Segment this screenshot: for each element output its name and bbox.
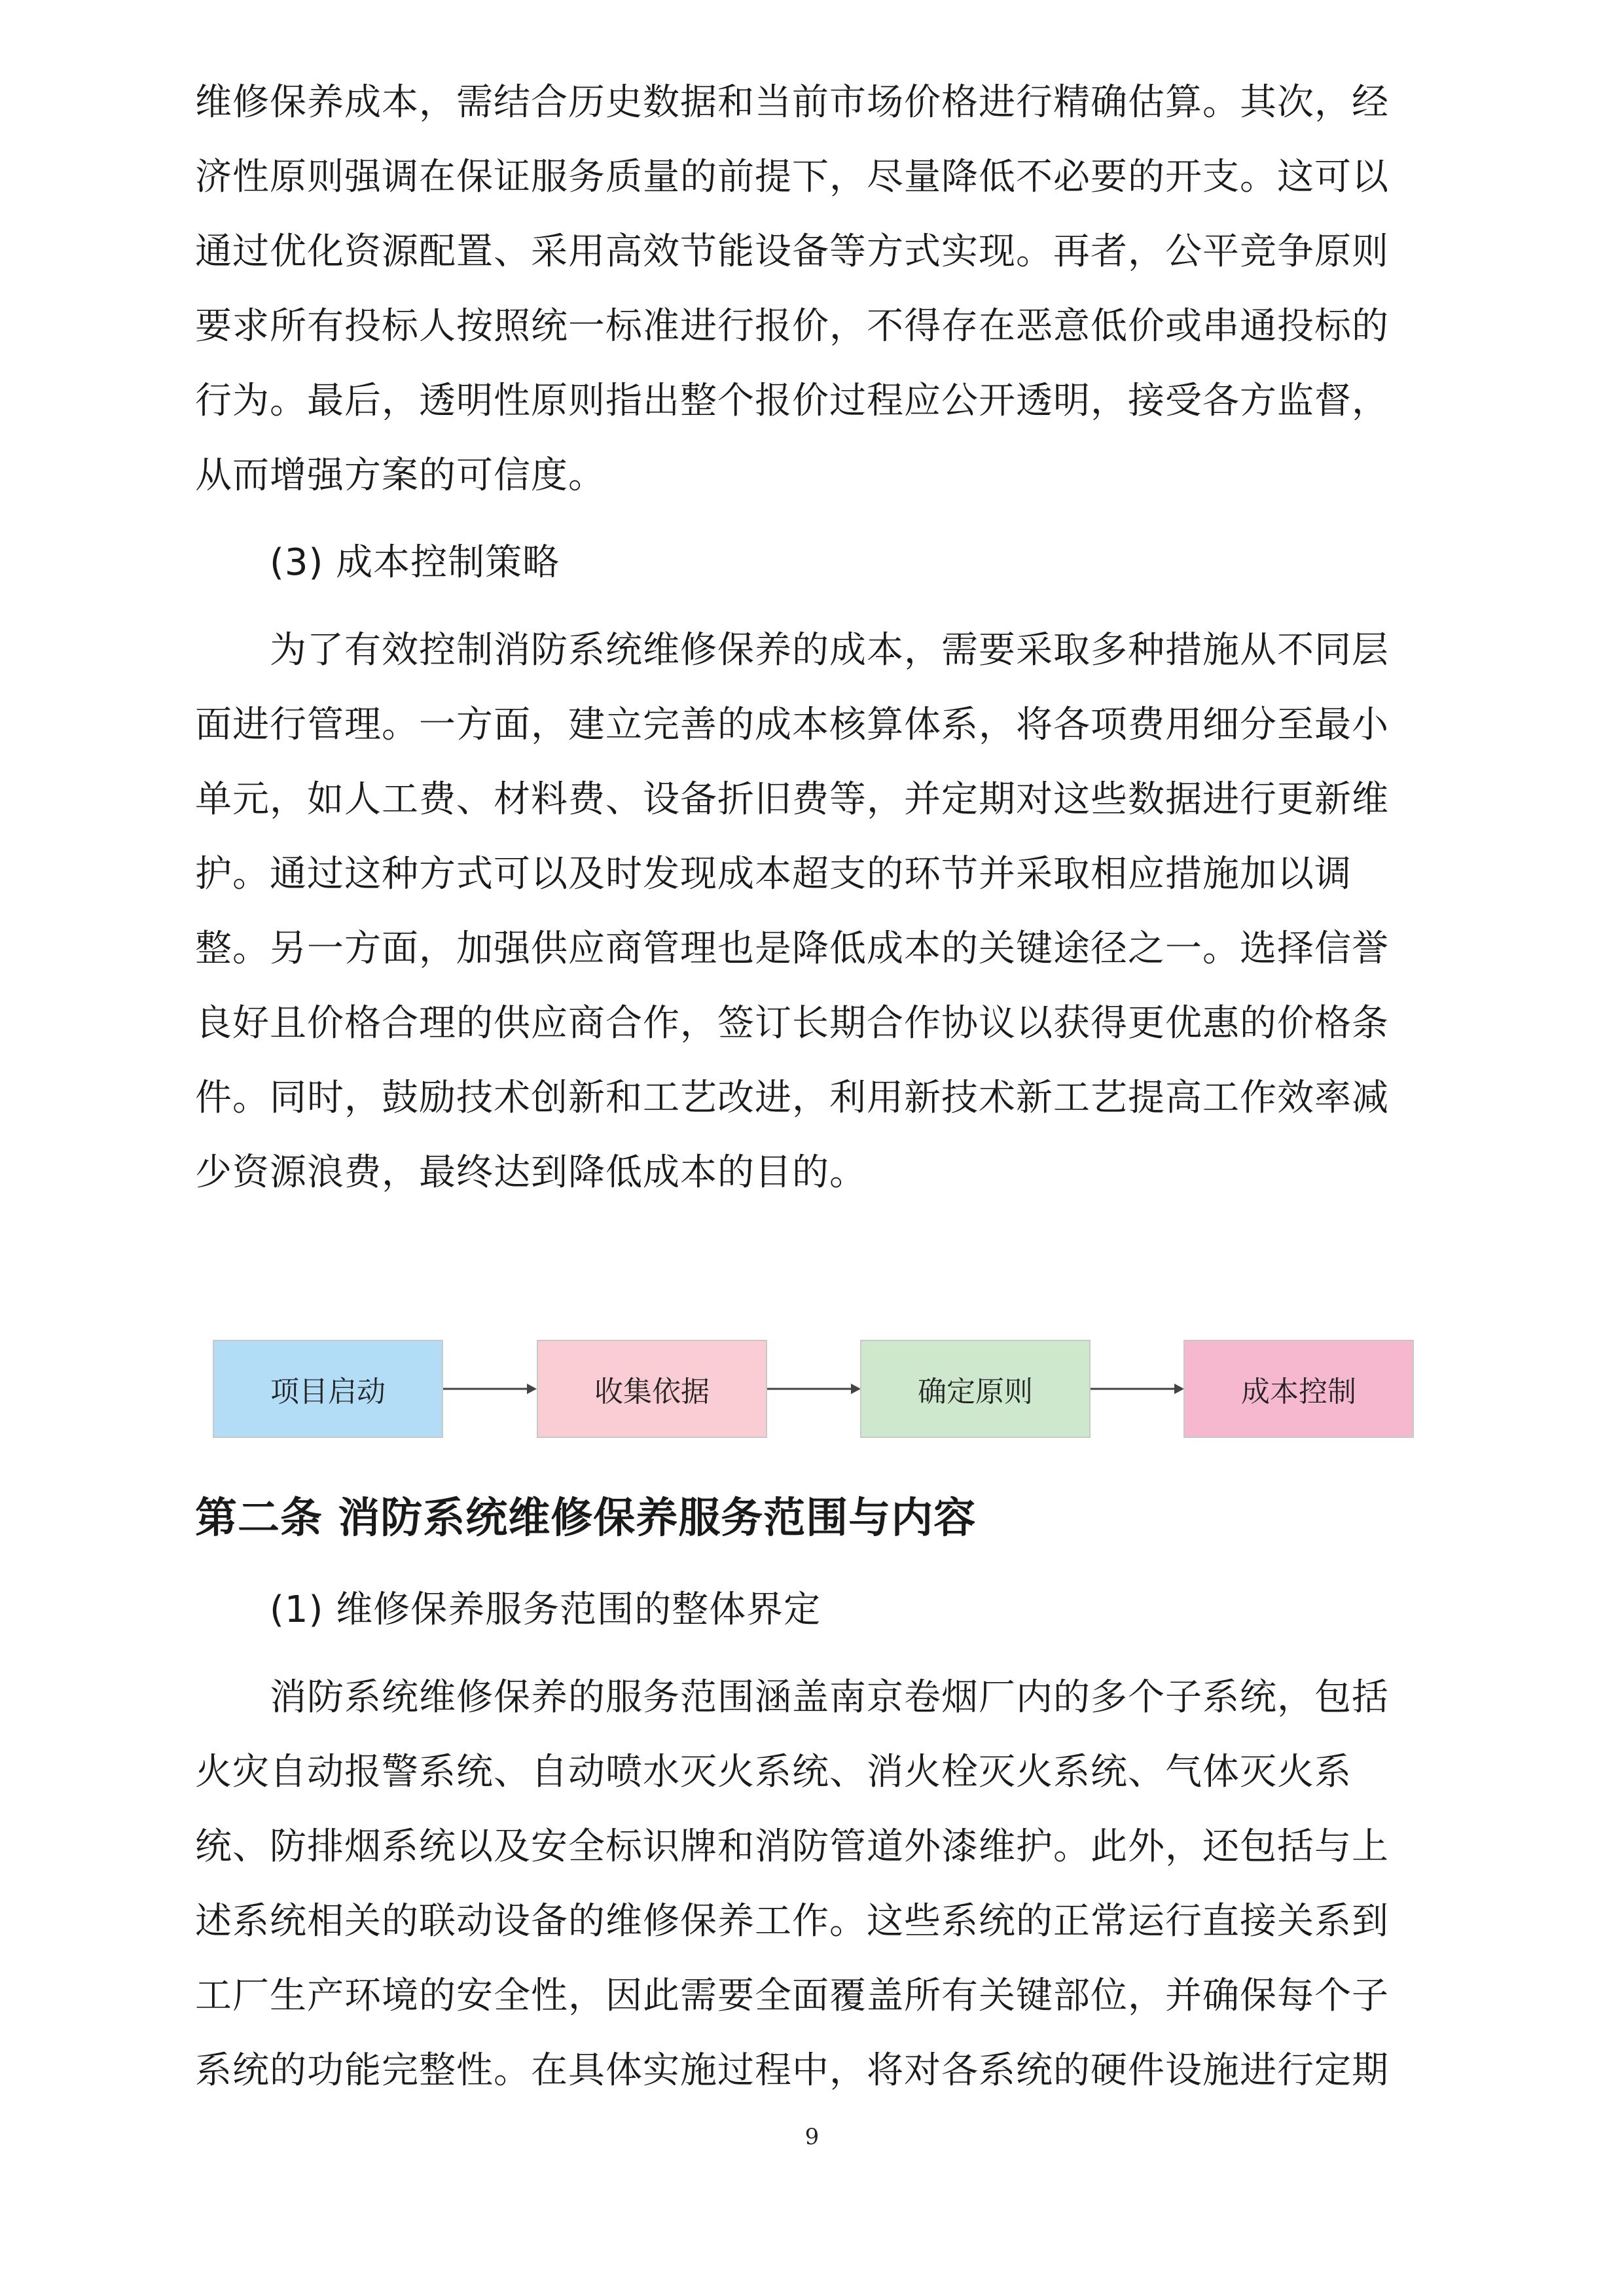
- flow-step-determine-principles: [860, 1340, 1091, 1438]
- flow-step-project-start: [213, 1340, 443, 1438]
- text-line: 消防系统维修保养的服务范围涵盖南京卷烟厂内的多个子系统，包括: [195, 1676, 1389, 1719]
- section-heading: 第二条 消防系统维修保养服务范围与内容: [195, 1494, 977, 1543]
- text-line: 行为。最后，透明性原则指出整个报价过程应公开透明，接受各方监督，: [195, 380, 1389, 422]
- paragraph-cost-principles: [195, 65, 1426, 513]
- text-line: 整。另一方面，加强供应商管理也是降低成本的关键途径之一。选择信誉: [195, 927, 1389, 970]
- text-line: 单元，如人工费、材料费、设备折旧费等，并定期对这些数据进行更新维: [195, 778, 1389, 821]
- arrow-right-icon: [767, 1369, 862, 1408]
- flow-step-cost-control: [1183, 1340, 1414, 1438]
- text-line: 少资源浪费，最终达到降低成本的目的。: [195, 1151, 867, 1194]
- subheading-cost-control: (3) 成本控制策略: [270, 541, 560, 584]
- arrow-right-icon: [1091, 1369, 1185, 1408]
- paragraph-service-scope: [195, 1660, 1426, 2108]
- page-number: 9: [804, 2124, 820, 2150]
- flow-step-label: 成本控制: [1241, 1375, 1356, 1408]
- text-line: 护。通过这种方式可以及时发现成本超支的环节并采取相应措施加以调: [195, 853, 1352, 895]
- text-line: 火灾自动报警系统、自动喷水灭火系统、消火栓灭火系统、气体灭火系: [195, 1751, 1352, 1793]
- flow-step-label: 项目启动: [270, 1375, 386, 1408]
- text-line: 要求所有投标人按照统一标准进行报价，不得存在恶意低价或串通投标的: [195, 305, 1389, 348]
- flow-step-collect-basis: [537, 1340, 767, 1438]
- text-line: 工厂生产环境的安全性，因此需要全面覆盖所有关键部位，并确保每个子: [195, 1975, 1389, 2017]
- text-line: 系统的功能完整性。在具体实施过程中，将对各系统的硬件设施进行定期: [195, 2049, 1389, 2092]
- arrow-right-icon: [443, 1369, 538, 1408]
- text-line: 为了有效控制消防系统维修保养的成本，需要采取多种措施从不同层: [195, 629, 1389, 672]
- text-line: 面进行管理。一方面，建立完善的成本核算体系，将各项费用细分至最小: [195, 704, 1389, 746]
- text-line: 济性原则强调在保证服务质量的前提下，尽量降低不必要的开支。这可以: [195, 156, 1389, 198]
- flow-step-label: 收集依据: [594, 1375, 710, 1408]
- text-line: 通过优化资源配置、采用高效节能设备等方式实现。再者，公平竞争原则: [195, 230, 1389, 273]
- text-line: 良好且价格合理的供应商合作，签订长期合作协议以获得更优惠的价格条: [195, 1002, 1389, 1045]
- text-line: 件。同时，鼓励技术创新和工艺改进，利用新技术新工艺提高工作效率减: [195, 1077, 1389, 1119]
- subheading-service-scope: (1) 维修保养服务范围的整体界定: [270, 1588, 821, 1631]
- text-line: 从而增强方案的可信度。: [195, 454, 605, 497]
- text-line: 统、防排烟系统以及安全标识牌和消防管道外漆维护。此外，还包括与上: [195, 1825, 1389, 1868]
- flow-step-label: 确定原则: [918, 1375, 1033, 1408]
- text-line: 述系统相关的联动设备的维修保养工作。这些系统的正常运行直接关系到: [195, 1900, 1389, 1943]
- paragraph-cost-control: [195, 613, 1426, 1210]
- text-line: 维修保养成本，需结合历史数据和当前市场价格进行精确估算。其次，经: [195, 81, 1389, 124]
